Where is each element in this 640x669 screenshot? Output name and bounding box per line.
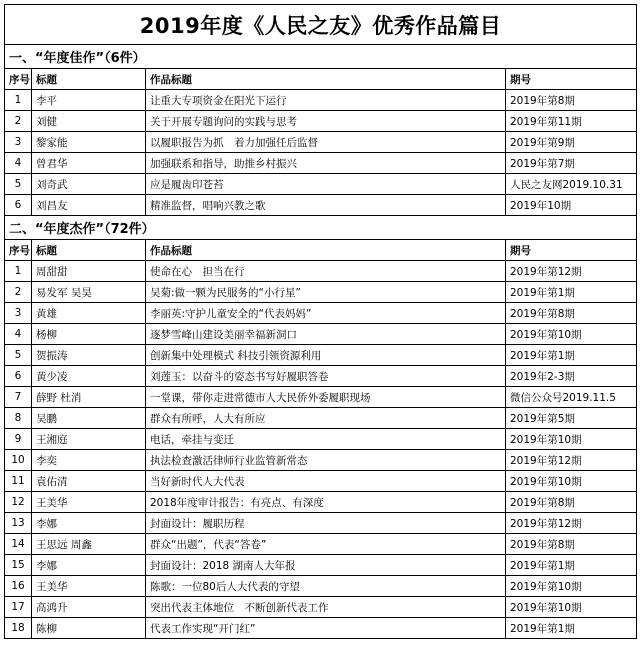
- header-issue: 期号: [506, 69, 637, 90]
- row-author: 吴鹏: [32, 408, 146, 429]
- row-author: 刘健: [32, 111, 146, 132]
- row-work-title: 一堂课，带你走进常德市人大民侨外委履职现场: [146, 387, 506, 408]
- row-work-title: 执法检查激活律师行业监管新常态: [146, 450, 506, 471]
- section-heading-row: [5, 216, 637, 240]
- row-author: 贺振涛: [32, 345, 146, 366]
- table-row: [5, 429, 637, 450]
- row-author: 王美华: [32, 492, 146, 513]
- table-row: [5, 90, 637, 111]
- row-issue: 2019年2-3期: [506, 366, 637, 387]
- row-number: 5: [5, 174, 32, 195]
- header-work: 作品标题: [146, 69, 506, 90]
- row-number: 16: [5, 576, 32, 597]
- row-work-title: 突出代表主体地位 不断创新代表工作: [146, 597, 506, 618]
- row-number: 7: [5, 387, 32, 408]
- row-number: 18: [5, 618, 32, 639]
- row-work-title: 群众有所呼，人大有所应: [146, 408, 506, 429]
- row-issue: 2019年第1期: [506, 555, 637, 576]
- table-row: [5, 492, 637, 513]
- header-title: 标题: [32, 69, 146, 90]
- row-issue: 2019年第10期: [506, 597, 637, 618]
- row-work-title: 陈歌：一位80后人大代表的守望: [146, 576, 506, 597]
- row-work-title: 群众“出题”，代表“答卷”: [146, 534, 506, 555]
- row-author: 薛野 杜消: [32, 387, 146, 408]
- row-issue: 2019年第1期: [506, 282, 637, 303]
- table-row: [5, 513, 637, 534]
- row-number: 13: [5, 513, 32, 534]
- row-number: 11: [5, 471, 32, 492]
- row-author: 王湘庭: [32, 429, 146, 450]
- row-work-title: 让重大专项资金在阳光下运行: [146, 90, 506, 111]
- row-issue: 2019年第12期: [506, 513, 637, 534]
- table-row: [5, 153, 637, 174]
- row-work-title: 刘莲玉：以奋斗的姿态书写好履职答卷: [146, 366, 506, 387]
- column-header-row: [5, 240, 637, 261]
- row-work-title: 使命在心 担当在行: [146, 261, 506, 282]
- section-heading: 一、“年度佳作”（6件）: [5, 45, 637, 69]
- row-author: 李奕: [32, 450, 146, 471]
- row-author: 袁佑清: [32, 471, 146, 492]
- row-number: 9: [5, 429, 32, 450]
- row-author: 陈柳: [32, 618, 146, 639]
- row-number: 12: [5, 492, 32, 513]
- table-row: [5, 303, 637, 324]
- row-work-title: 逐梦雪峰山建设美丽幸福新洞口: [146, 324, 506, 345]
- row-work-title: 以履职报告为抓 着力加强任后监督: [146, 132, 506, 153]
- table-row: [5, 387, 637, 408]
- row-work-title: 关于开展专题询问的实践与思考: [146, 111, 506, 132]
- row-number: 4: [5, 324, 32, 345]
- row-work-title: 创新集中处理模式 科技引领资源利用: [146, 345, 506, 366]
- table-row: [5, 471, 637, 492]
- row-author: 黎家能: [32, 132, 146, 153]
- row-work-title: 代表工作实现“开门红”: [146, 618, 506, 639]
- table-row: [5, 408, 637, 429]
- table-row: [5, 174, 637, 195]
- document-sheet: [4, 4, 636, 639]
- table-row: [5, 111, 637, 132]
- row-author: 黄少凌: [32, 366, 146, 387]
- row-author: 黄雄: [32, 303, 146, 324]
- row-number: 6: [5, 195, 32, 216]
- header-work: 作品标题: [146, 240, 506, 261]
- row-issue: 2019年第1期: [506, 345, 637, 366]
- table-row: [5, 132, 637, 153]
- table-row: [5, 576, 637, 597]
- row-number: 2: [5, 282, 32, 303]
- row-number: 1: [5, 261, 32, 282]
- row-work-title: 封面设计：2018 湖南人大年报: [146, 555, 506, 576]
- row-issue: 微信公众号2019.11.5: [506, 387, 637, 408]
- row-issue: 2019年第8期: [506, 303, 637, 324]
- row-author: 刘奇武: [32, 174, 146, 195]
- table-row: [5, 534, 637, 555]
- row-issue: 2019年第12期: [506, 450, 637, 471]
- section-heading-row: [5, 45, 637, 69]
- table-row: [5, 618, 637, 639]
- row-number: 17: [5, 597, 32, 618]
- row-issue: 2019年第1期: [506, 618, 637, 639]
- row-number: 1: [5, 90, 32, 111]
- row-author: 易发军 吴昊: [32, 282, 146, 303]
- row-issue: 2019年第12期: [506, 261, 637, 282]
- row-issue: 2019年第10期: [506, 576, 637, 597]
- row-number: 14: [5, 534, 32, 555]
- row-number: 5: [5, 345, 32, 366]
- row-number: 10: [5, 450, 32, 471]
- row-issue: 2019年第10期: [506, 471, 637, 492]
- row-author: 曾君华: [32, 153, 146, 174]
- section-heading: 二、“年度杰作”（72件）: [5, 216, 637, 240]
- row-work-title: 应是履齿印苍苔: [146, 174, 506, 195]
- row-number: 15: [5, 555, 32, 576]
- row-issue: 2019年第10期: [506, 429, 637, 450]
- row-work-title: 当好新时代人大代表: [146, 471, 506, 492]
- row-work-title: 精准监督，唱响兴教之歌: [146, 195, 506, 216]
- row-issue: 2019年第5期: [506, 408, 637, 429]
- header-no: 序号: [5, 240, 32, 261]
- table-row: [5, 366, 637, 387]
- row-author: 周甜甜: [32, 261, 146, 282]
- row-number: 6: [5, 366, 32, 387]
- row-issue: 2019年第7期: [506, 153, 637, 174]
- row-work-title: 李丽英:守护儿童安全的“代表妈妈”: [146, 303, 506, 324]
- table-row: [5, 597, 637, 618]
- table-row: [5, 555, 637, 576]
- row-issue: 2019年第8期: [506, 90, 637, 111]
- header-title: 标题: [32, 240, 146, 261]
- row-work-title: 电话，牵挂与变迁: [146, 429, 506, 450]
- row-work-title: 加强联系和指导，助推乡村振兴: [146, 153, 506, 174]
- row-number: 4: [5, 153, 32, 174]
- header-no: 序号: [5, 69, 32, 90]
- table-row: [5, 261, 637, 282]
- row-work-title: 吴菊:做一颗为民服务的“小行星”: [146, 282, 506, 303]
- row-author: 杨柳: [32, 324, 146, 345]
- table-row: [5, 345, 637, 366]
- row-number: 2: [5, 111, 32, 132]
- table-row: [5, 324, 637, 345]
- row-issue: 人民之友网2019.10.31: [506, 174, 637, 195]
- row-number: 3: [5, 303, 32, 324]
- row-issue: 2019年第8期: [506, 492, 637, 513]
- title-row: [5, 5, 637, 45]
- doc-title: 2019年度《人民之友》优秀作品篇目: [5, 5, 637, 45]
- row-author: 王思远 周鑫: [32, 534, 146, 555]
- row-number: 8: [5, 408, 32, 429]
- table-row: [5, 195, 637, 216]
- works-table: [4, 4, 637, 639]
- row-author: 刘昌友: [32, 195, 146, 216]
- row-author: 李平: [32, 90, 146, 111]
- row-issue: 2019年第11期: [506, 111, 637, 132]
- header-issue: 期号: [506, 240, 637, 261]
- row-number: 3: [5, 132, 32, 153]
- row-issue: 2019年第8期: [506, 534, 637, 555]
- row-issue: 2019年第10期: [506, 324, 637, 345]
- row-author: 王美华: [32, 576, 146, 597]
- row-author: 高鸿升: [32, 597, 146, 618]
- row-author: 李娜: [32, 555, 146, 576]
- row-issue: 2019年第9期: [506, 132, 637, 153]
- row-work-title: 2018年度审计报告：有亮点、有深度: [146, 492, 506, 513]
- row-author: 李娜: [32, 513, 146, 534]
- table-row: [5, 282, 637, 303]
- table-row: [5, 450, 637, 471]
- column-header-row: [5, 69, 637, 90]
- row-work-title: 封面设计：履职历程: [146, 513, 506, 534]
- row-issue: 2019年10期: [506, 195, 637, 216]
